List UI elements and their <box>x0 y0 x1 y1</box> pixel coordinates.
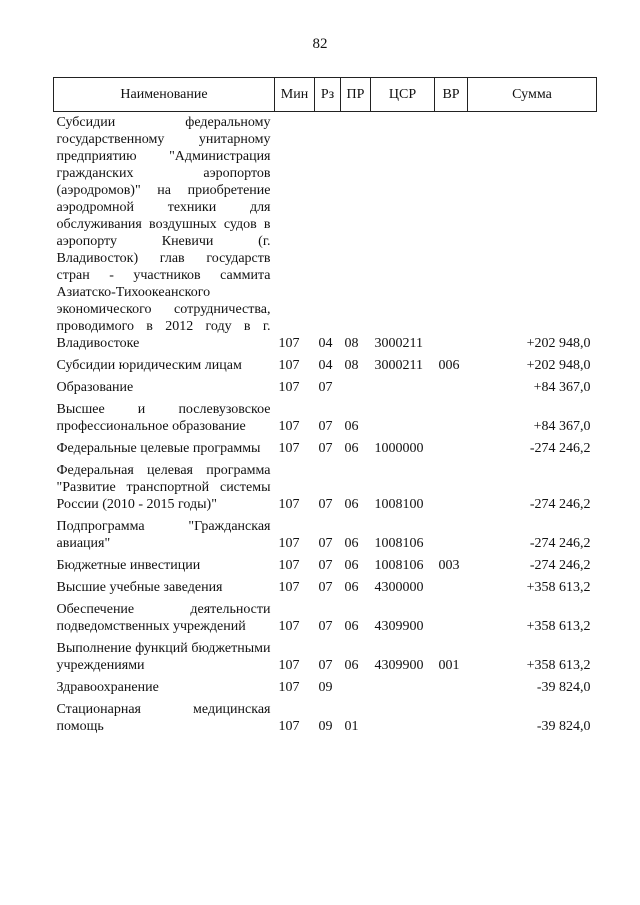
row-sum: +202 948,0 <box>526 358 591 373</box>
row-csr: 1008106 <box>374 558 424 573</box>
row-pr <box>341 679 371 701</box>
row-vr <box>435 112 468 358</box>
row-rz: 07 <box>318 580 333 595</box>
header-rz: Рз <box>315 78 341 112</box>
table-row <box>54 701 597 740</box>
row-pr: 08 <box>344 358 359 373</box>
table-header-row <box>54 78 597 112</box>
row-csr: 3000211 <box>374 336 423 351</box>
row-rz: 07 <box>318 497 333 512</box>
header-name: Наименование <box>54 78 275 112</box>
row-min: 107 <box>278 580 300 595</box>
row-rz: 07 <box>318 536 333 551</box>
row-pr: 08 <box>344 336 359 351</box>
header-min: Мин <box>275 78 315 112</box>
row-sum: -39 824,0 <box>536 719 591 734</box>
row-pr: 06 <box>344 658 359 673</box>
table-row <box>54 357 597 379</box>
row-vr <box>435 579 468 601</box>
row-rz: 07 <box>318 558 333 573</box>
header-vr: ВР <box>435 78 468 112</box>
row-vr <box>435 401 468 440</box>
row-sum: +358 613,2 <box>526 619 591 634</box>
row-vr <box>435 518 468 557</box>
row-csr <box>371 401 435 440</box>
row-min: 107 <box>278 336 300 351</box>
row-sum: -274 246,2 <box>529 497 591 512</box>
table-row <box>54 579 597 601</box>
table-row <box>54 401 597 440</box>
row-pr: 06 <box>344 497 359 512</box>
row-name: Высшее и послевузовское профессиональное образование <box>56 402 271 434</box>
row-sum: -39 824,0 <box>536 680 591 695</box>
row-vr: 001 <box>438 658 460 673</box>
row-min: 107 <box>278 419 300 434</box>
row-name: Образование <box>56 380 134 395</box>
row-name: Субсидии федеральному государственному унитарному предприятию "Администрация гражданских аэропортов (аэродромов)" на приобретение аэродромной техники для обслуживания воздушных судов в аэропорту Кневичи (г. Владивосток) глав государств стран - участников саммита Азиатско-Тихоокеанского экономического сотрудничества, проводимого в 2012 году в г. Владивостоке <box>56 115 271 351</box>
row-sum: +84 367,0 <box>533 419 591 434</box>
row-min: 107 <box>278 680 300 695</box>
row-rz: 09 <box>318 719 333 734</box>
row-sum: -274 246,2 <box>529 536 591 551</box>
row-vr: 006 <box>438 358 460 373</box>
row-min: 107 <box>278 536 300 551</box>
row-sum: +358 613,2 <box>526 658 591 673</box>
row-pr: 06 <box>344 441 359 456</box>
header-csr: ЦСР <box>371 78 435 112</box>
row-vr <box>435 462 468 518</box>
row-min: 107 <box>278 719 300 734</box>
row-vr <box>435 679 468 701</box>
row-sum: -274 246,2 <box>529 558 591 573</box>
row-name: Федеральные целевые программы <box>56 441 261 456</box>
budget-table <box>53 77 597 740</box>
table-row <box>54 379 597 401</box>
row-csr <box>371 701 435 740</box>
row-min: 107 <box>278 380 300 395</box>
row-min: 107 <box>278 619 300 634</box>
table-row <box>54 557 597 579</box>
page-number: 82 <box>312 36 328 52</box>
table-row <box>54 601 597 640</box>
header-pr: ПР <box>341 78 371 112</box>
row-min: 107 <box>278 497 300 512</box>
row-pr <box>341 379 371 401</box>
row-pr: 06 <box>344 536 359 551</box>
table-row <box>54 440 597 462</box>
row-sum: +358 613,2 <box>526 580 591 595</box>
row-name: Здравоохранение <box>56 680 159 695</box>
row-rz: 04 <box>318 336 333 351</box>
row-rz: 07 <box>318 380 333 395</box>
row-name: Бюджетные инвестиции <box>56 558 201 573</box>
row-vr <box>435 701 468 740</box>
table-row <box>54 462 597 518</box>
row-name: Выполнение функций бюджетными учреждениями <box>56 641 271 673</box>
row-pr: 01 <box>344 719 359 734</box>
row-csr <box>371 379 435 401</box>
row-name: Стационарная медицинская помощь <box>56 702 271 734</box>
row-pr: 06 <box>344 619 359 634</box>
row-pr: 06 <box>344 419 359 434</box>
row-name: Подпрограмма "Гражданская авиация" <box>56 519 271 551</box>
row-sum: -274 246,2 <box>529 441 591 456</box>
row-csr: 4309900 <box>374 619 424 634</box>
row-rz: 07 <box>318 619 333 634</box>
row-rz: 07 <box>318 441 333 456</box>
row-min: 107 <box>278 558 300 573</box>
row-csr: 4309900 <box>374 658 424 673</box>
row-rz: 07 <box>318 419 333 434</box>
row-min: 107 <box>278 358 300 373</box>
row-vr <box>435 440 468 462</box>
row-csr: 1008100 <box>374 497 424 512</box>
row-name: Федеральная целевая программа "Развитие транспортной системы России (2010 - 2015 годы)" <box>56 463 271 512</box>
header-sum: Сумма <box>468 78 597 112</box>
row-rz: 07 <box>318 658 333 673</box>
row-min: 107 <box>278 441 300 456</box>
row-name: Обеспечение деятельности подведомственных учреждений <box>56 602 271 634</box>
row-rz: 09 <box>318 680 333 695</box>
row-sum: +84 367,0 <box>533 380 591 395</box>
table-row <box>54 640 597 679</box>
table-row <box>54 518 597 557</box>
row-min: 107 <box>278 658 300 673</box>
row-pr: 06 <box>344 580 359 595</box>
row-vr <box>435 601 468 640</box>
row-vr <box>435 379 468 401</box>
table-row <box>54 112 597 358</box>
row-vr: 003 <box>438 558 460 573</box>
row-csr: 1000000 <box>374 441 424 456</box>
row-csr: 3000211 <box>374 358 423 373</box>
row-csr: 1008106 <box>374 536 424 551</box>
row-csr <box>371 679 435 701</box>
row-name: Высшие учебные заведения <box>56 580 223 595</box>
row-pr: 06 <box>344 558 359 573</box>
row-csr: 4300000 <box>374 580 424 595</box>
row-name: Субсидии юридическим лицам <box>56 358 242 373</box>
table-row <box>54 679 597 701</box>
row-sum: +202 948,0 <box>526 336 591 351</box>
row-rz: 04 <box>318 358 333 373</box>
